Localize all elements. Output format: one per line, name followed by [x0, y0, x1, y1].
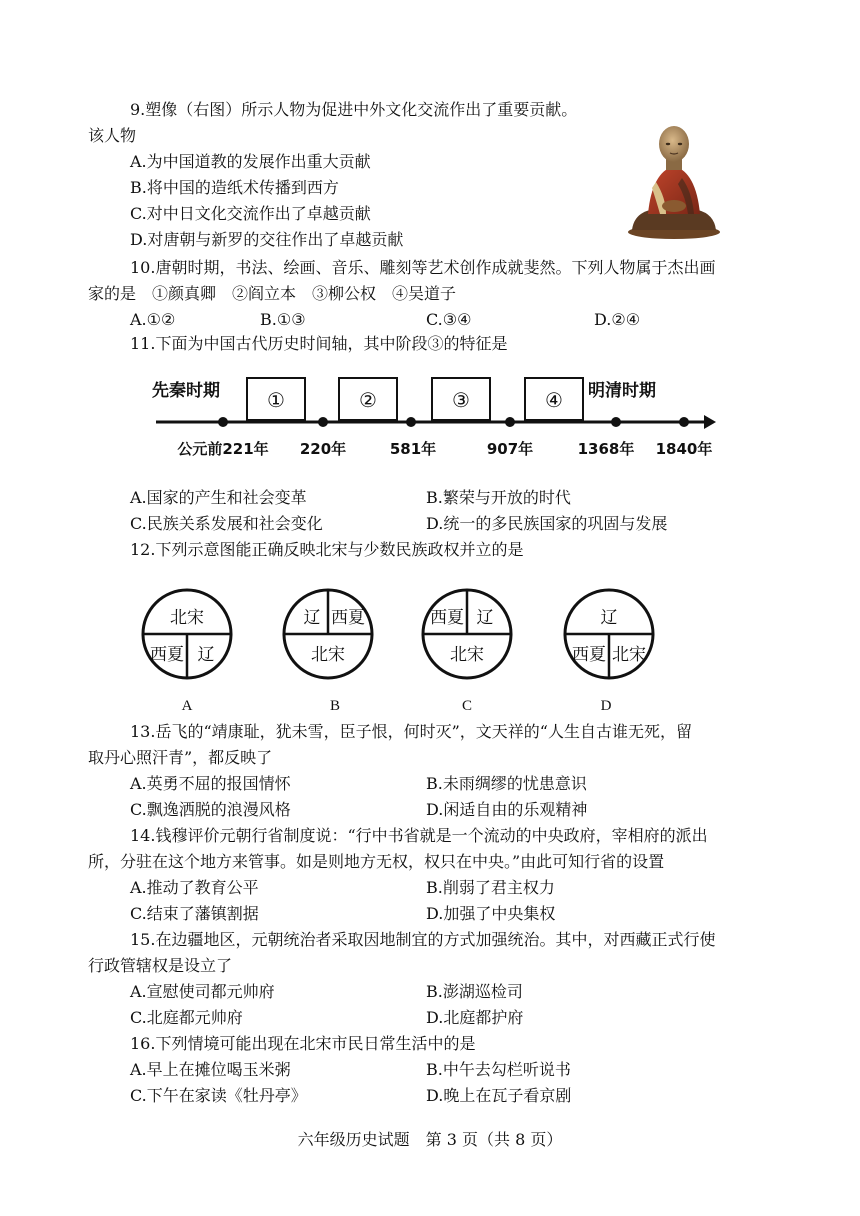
timeline-year-3: 581年: [389, 440, 437, 458]
q11-option-d: D.统一的多民族国家的巩固与发展: [426, 514, 668, 533]
timeline-year-4: 907年: [486, 440, 534, 458]
diagram-b-label: B: [329, 698, 341, 714]
q15-option-d: D.北庭都护府: [426, 1008, 524, 1027]
diagram-b-bottom: 北宋: [311, 645, 345, 665]
q13-stem-line1: 13.岳飞的“靖康耻，犹未雪，臣子恨，何时灭”，文天祥的“人生自古谁无死，留: [130, 722, 692, 741]
q14-stem-line1: 14.钱穆评价元朝行省制度说：“行中书省就是一个流动的中央政府，宰相府的派出: [130, 826, 708, 845]
timeline-year-5: 1368年: [577, 440, 635, 458]
q15-option-a: A.宣慰使司都元帅府: [130, 982, 275, 1001]
q10-option-c: C.③④: [426, 310, 472, 329]
timeline-year-6: 1840年: [655, 440, 713, 458]
q16-option-d: D.晚上在瓦子看京剧: [426, 1086, 572, 1105]
q10-option-a: A.①②: [130, 310, 176, 329]
diagram-c: [423, 590, 511, 678]
diagram-d: [565, 590, 653, 678]
diagram-d-bl: 西夏: [572, 645, 606, 665]
q9-option-d: D.对唐朝与新罗的交往作出了卓越贡献: [130, 230, 404, 249]
timeline-left-label: 先秦时期: [152, 381, 220, 401]
q11-option-a: A.国家的产生和社会变革: [130, 488, 307, 507]
q14-option-c: C.结束了藩镇割据: [130, 904, 259, 923]
q14-option-d: D.加强了中央集权: [426, 904, 556, 923]
q10-stem-line1: 10.唐朝时期，书法、绘画、音乐、雕刻等艺术创作成就斐然。下列人物属于杰出画: [130, 258, 716, 277]
diagram-c-bottom: 北宋: [450, 645, 484, 665]
timeline-right-label: 明清时期: [588, 381, 656, 401]
diagram-c-label: C: [461, 698, 473, 714]
q11-option-b: B.繁荣与开放的时代: [426, 488, 571, 507]
diagram-b-tr: 西夏: [331, 608, 365, 628]
diagram-a: [143, 590, 231, 678]
history-timeline: [148, 370, 718, 468]
q11-option-c: C.民族关系发展和社会变化: [130, 514, 323, 533]
q9-stem-line2: 该人物: [88, 126, 137, 145]
q13-stem-line2: 取丹心照汗青”，都反映了: [88, 748, 273, 767]
diagram-d-label: D: [600, 698, 612, 714]
seated-monk-statue-icon: [626, 122, 722, 240]
q16-option-a: A.早上在摊位喝玉米粥: [130, 1060, 291, 1079]
timeline-stage-4: ④: [545, 388, 563, 412]
q10-option-d: D.②④: [594, 310, 641, 329]
q15-stem-line1: 15.在边疆地区，元朝统治者采取因地制宜的方式加强统治。其中，对西藏正式行使: [130, 930, 716, 949]
q9-stem-line1: 9.塑像（右图）所示人物为促进中外文化交流作出了重要贡献。: [130, 100, 578, 119]
q9-option-b: B.将中国的造纸术传播到西方: [130, 178, 339, 197]
q13-option-b: B.未雨绸缪的忧患意识: [426, 774, 587, 793]
q14-stem-line2: 所，分驻在这个地方来管事。如是则地方无权，权只在中央。”由此可知行省的设置: [88, 852, 665, 871]
q10-option-b: B.①③: [260, 310, 306, 329]
diagram-a-label: A: [181, 698, 193, 714]
q15-option-c: C.北庭都元帅府: [130, 1008, 243, 1027]
q10-stem-line2: 家的是 ①颜真卿 ②阎立本 ③柳公权 ④吴道子: [88, 284, 457, 303]
q13-option-c: C.飘逸洒脱的浪漫风格: [130, 800, 291, 819]
timeline-year-1: 公元前221年: [177, 440, 269, 458]
q14-option-a: A.推动了教育公平: [130, 878, 259, 897]
page-footer: 六年级历史试题 第 3 页（共 8 页）: [297, 1130, 563, 1149]
diagram-a-top: 北宋: [170, 608, 204, 628]
diagram-c-tr: 辽: [476, 608, 494, 628]
q12-stem: 12.下列示意图能正确反映北宋与少数民族政权并立的是: [130, 540, 524, 559]
diagram-d-br: 北宋: [612, 645, 646, 665]
timeline-stage-1: ①: [267, 388, 285, 412]
diagram-a-br: 辽: [197, 645, 215, 665]
q15-stem-line2: 行政管辖权是设立了: [88, 956, 233, 975]
q13-option-d: D.闲适自由的乐观精神: [426, 800, 588, 819]
timeline-stage-3: ③: [452, 388, 470, 412]
timeline-stage-2: ②: [359, 388, 377, 412]
diagram-b-tl: 辽: [303, 608, 321, 628]
q9-option-c: C.对中日文化交流作出了卓越贡献: [130, 204, 371, 223]
q16-stem: 16.下列情境可能出现在北宋市民日常生活中的是: [130, 1034, 476, 1053]
q15-option-b: B.澎湖巡检司: [426, 982, 523, 1001]
regime-diagrams: [140, 586, 660, 716]
diagram-b: [284, 590, 372, 678]
diagram-c-tl: 西夏: [430, 608, 464, 628]
timeline-year-2: 220年: [299, 440, 347, 458]
q16-option-c: C.下午在家读《牡丹亭》: [130, 1086, 307, 1105]
q16-option-b: B.中午去勾栏听说书: [426, 1060, 571, 1079]
diagram-d-top: 辽: [600, 608, 618, 628]
q14-option-b: B.削弱了君主权力: [426, 878, 555, 897]
q13-option-a: A.英勇不屈的报国情怀: [130, 774, 291, 793]
q9-option-a: A.为中国道教的发展作出重大贡献: [130, 152, 371, 171]
diagram-a-bl: 西夏: [150, 645, 184, 665]
q11-stem: 11.下面为中国古代历史时间轴，其中阶段③的特征是: [130, 334, 508, 353]
